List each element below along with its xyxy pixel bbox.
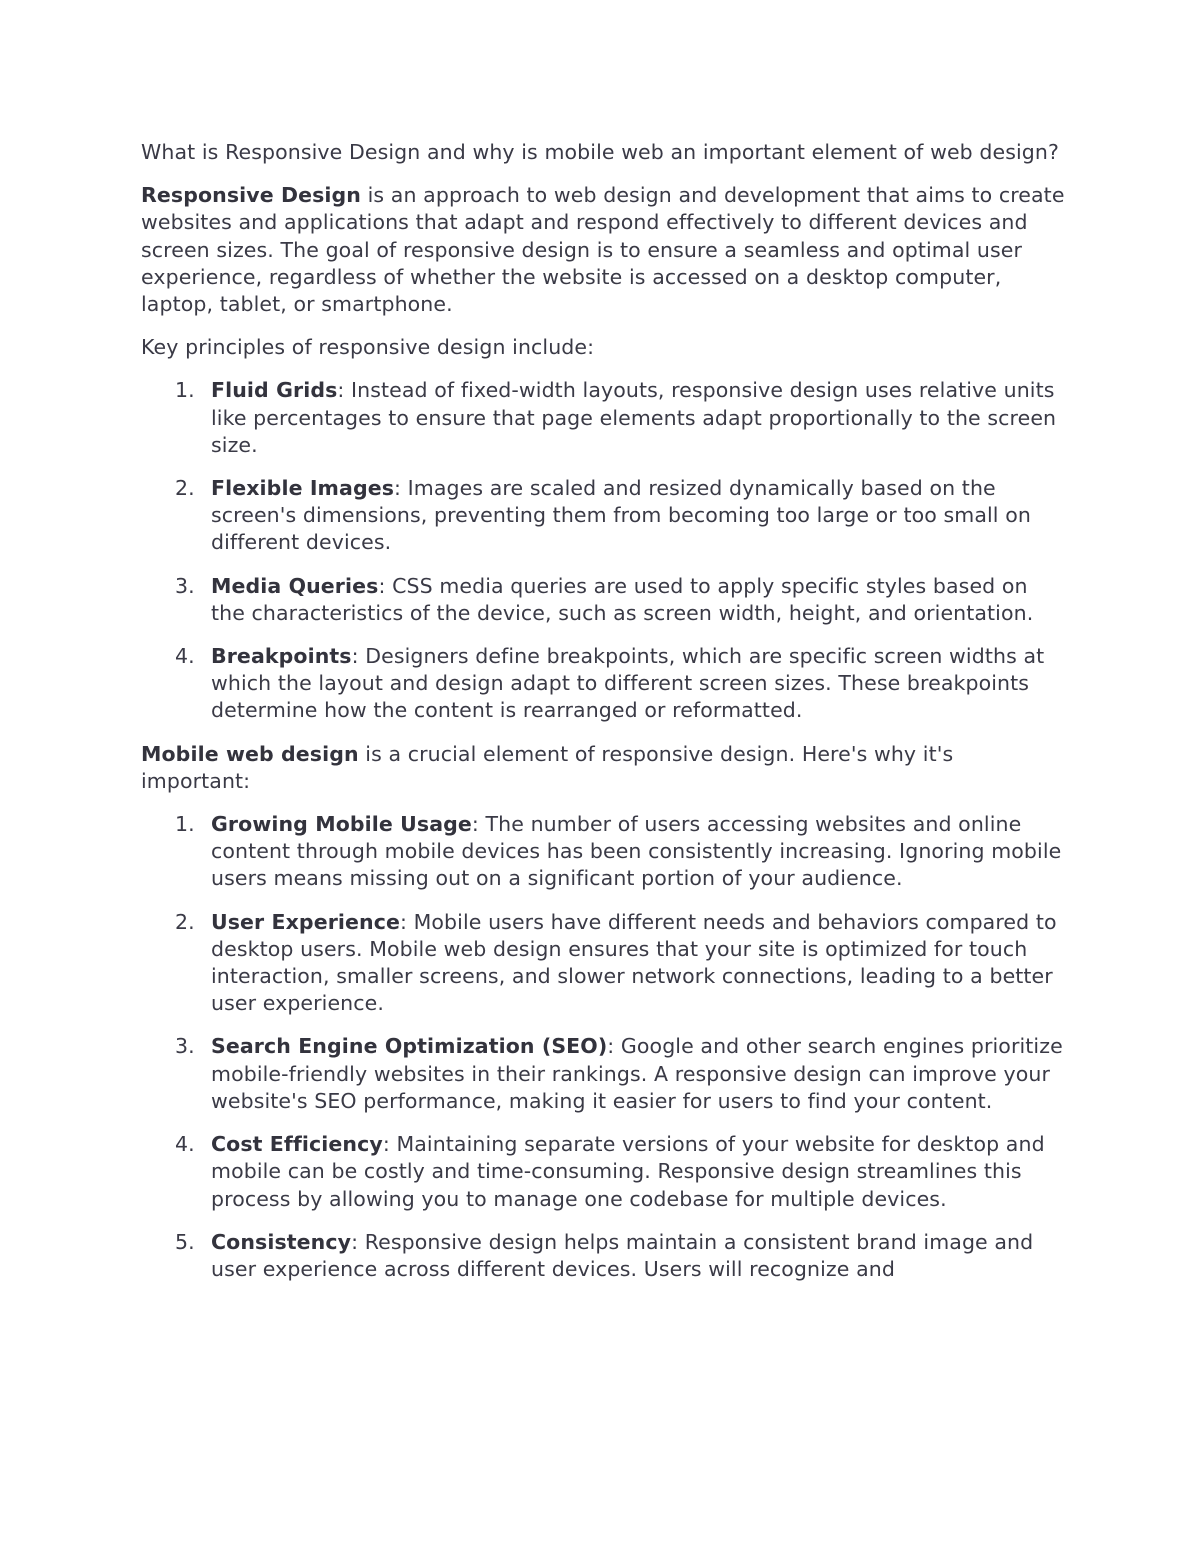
list-text: : The number of users accessing websites and online content through mobile devices has been consistently increasing. Ignoring mobile users means missing out on a significant portion of your audience. [211,812,1062,891]
list-number: 4. [175,1132,195,1157]
list-term: Cost Efficiency [211,1132,383,1157]
list-item [141,377,1066,459]
list-item [141,1131,1066,1213]
list-number: 3. [175,573,195,598]
list-text: : Images are scaled and resized dynamically based on the screen's dimensions, preventing them from becoming too large or too small on different devices. [211,476,1031,555]
list-number: 1. [175,812,195,837]
list-text: : Google and other search engines prioritize mobile-friendly websites in their rankings. A responsive design can improve your website's SEO performance, making it easier for users to find your content. [211,1034,1063,1113]
list-text: : Responsive design helps maintain a consistent brand image and user experience across different devices. Users will recognize and [211,1229,1034,1281]
mobile-text: is a crucial element of responsive design. Here's why it's important: [141,741,954,793]
list-text: : Mobile users have different needs and behaviors compared to desktop users. Mobile web design ensures that your site is optimized for touch interaction, smaller screens, and slower network connections, leading to a better user experience. [211,909,1057,1016]
list-text: : Instead of fixed-width layouts, responsive design uses relative units like percentages to ensure that page elements adapt proportionally to the screen size. [211,378,1057,457]
list-item [141,1033,1066,1115]
list-text: : Designers define breakpoints, which are specific screen widths at which the layout and design adapt to different screen sizes. These breakpoints determine how the content is rearranged or reformatted. [211,644,1045,723]
reasons-list [141,811,1066,1283]
list-term: Search Engine Optimization (SEO) [211,1034,608,1059]
question-heading: What is Responsive Design and why is mobile web an important element of web design? [141,140,1059,164]
list-number: 2. [175,476,195,501]
list-text: : CSS media queries are used to apply specific styles based on the characteristics of the device, such as screen width, height, and orientation. [211,573,1034,625]
list-term: Growing Mobile Usage [211,812,472,837]
list-number: 1. [175,378,195,403]
list-item [141,1229,1066,1283]
list-number: 4. [175,644,195,669]
list-item [141,573,1066,627]
list-term: Media Queries [211,573,379,598]
list-term: User Experience [211,909,400,934]
principles-heading: Key principles of responsive design include: [141,335,595,360]
list-item [141,811,1066,893]
list-term: Consistency [211,1229,352,1254]
list-term: Breakpoints [211,644,352,669]
list-number: 5. [175,1229,195,1254]
mobile-paragraph [141,741,1066,795]
list-number: 3. [175,1034,195,1059]
list-item [141,909,1066,1018]
intro-text: is an approach to web design and development that aims to create websites and applications that adapt and respond effectively to different devices and screen sizes. The goal of responsive design is to ensure a seamless and optimal user experience, regardless of whether the website is accessed on a desktop computer, laptop, tablet, or smartphone. [141,183,1065,317]
list-term: Fluid Grids [211,378,338,403]
intro-paragraph [141,182,1066,318]
list-term: Flexible Images [211,476,395,501]
list-text: : Maintaining separate versions of your website for desktop and mobile can be costly and time-consuming. Responsive design streamlines this process by allowing you to manage one codebase for multiple devices. [211,1132,1045,1211]
list-number: 2. [175,909,195,934]
document-page [141,139,1066,1299]
mobile-term: Mobile web design [141,741,359,766]
list-item [141,643,1066,725]
intro-term: Responsive Design [141,183,361,208]
principles-list [141,377,1066,724]
list-item [141,475,1066,557]
